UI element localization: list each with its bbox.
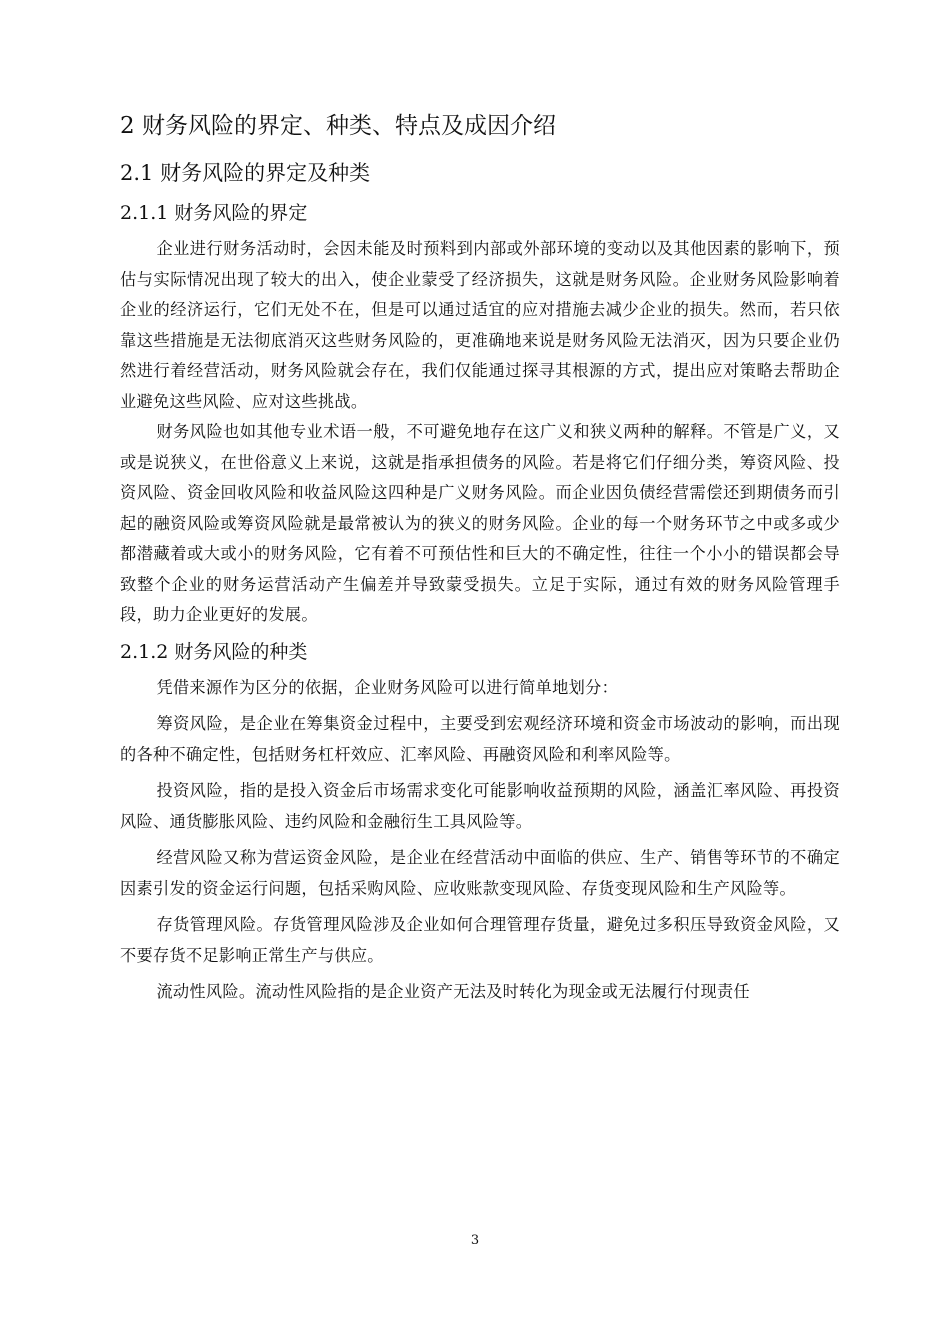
paragraph-financing-risk: 筹资风险，是企业在筹集资金过程中，主要受到宏观经济环境和资金市场波动的影响，而出现的各种不确定性，包括财务杠杆效应、汇率风险、再融资风险和利率风险等。 — [120, 714, 840, 764]
page-number: 3 — [470, 1233, 480, 1248]
page-content — [120, 108, 840, 1008]
paragraph-liquidity-risk: 流动性风险。流动性风险指的是企业资产无法及时转化为现金或无法履行付现责任 — [156, 982, 750, 1001]
subsection-heading-types: 2.1.2 财务风险的种类 — [120, 640, 308, 663]
paragraph-investment-risk: 投资风险，指的是投入资金后市场需求变化可能影响收益预期的风险，涵盖汇率风险、再投资风险、通货膨胀风险、违约风险和金融衍生工具风险等。 — [120, 781, 840, 831]
chapter-heading: 2 财务风险的界定、种类、特点及成因介绍 — [120, 113, 556, 139]
subsection-heading-definition: 2.1.1 财务风险的界定 — [120, 202, 308, 224]
paragraph-definition-1: 企业进行财务活动时，会因未能及时预料到内部或外部环境的变动以及其他因素的影响下，预估与实际情况出现了较大的出入，使企业蒙受了经济损失，这就是财务风险。企业财务风险影响着企业的经济运行，它们无处不在，但是可以通过适宜的应对措施去减少企业的损失。然而，若只依靠这些措施是无法彻底消灭这些财务风险的，更准确地来说是财务风险无法消灭，因为只要企业仍然进行着经营活动，财务风险就会存在，我们仅能通过探寻其根源的方式，提出应对策略去帮助企业避免这些风险、应对这些挑战。 — [120, 239, 840, 411]
section-heading: 2.1 财务风险的界定及种类 — [120, 161, 371, 185]
paragraph-types-intro: 凭借来源作为区分的依据，企业财务风险可以进行简单地划分： — [156, 677, 619, 697]
paragraph-operating-risk: 经营风险又称为营运资金风险，是企业在经营活动中面临的供应、生产、销售等环节的不确定因素引发的资金运行问题，包括采购风险、应收账款变现风险、存货变现风险和生产风险等。 — [120, 848, 840, 898]
paragraph-inventory-risk: 存货管理风险。存货管理风险涉及企业如何合理管理存货量，避免过多积压导致资金风险，又不要存货不足影响正常生产与供应。 — [120, 915, 840, 965]
paragraph-definition-2: 财务风险也如其他专业术语一般，不可避免地存在这广义和狭义两种的解释。不管是广义，又或是说狭义，在世俗意义上来说，这就是指承担债务的风险。若是将它们仔细分类，筹资风险、投资风险、资金回收风险和收益风险这四种是广义财务风险。而企业因负债经营需偿还到期债务而引起的融资风险或筹资风险就是最常被认为的狭义的财务风险。企业的每一个财务环节之中或多或少都潜藏着或大或小的财务风险，它有着不可预估性和巨大的不确定性，往往一个小小的错误都会导致整个企业的财务运营活动产生偏差并导致蒙受损失。立足于实际，通过有效的财务风险管理手段，助力企业更好的发展。 — [120, 422, 840, 624]
